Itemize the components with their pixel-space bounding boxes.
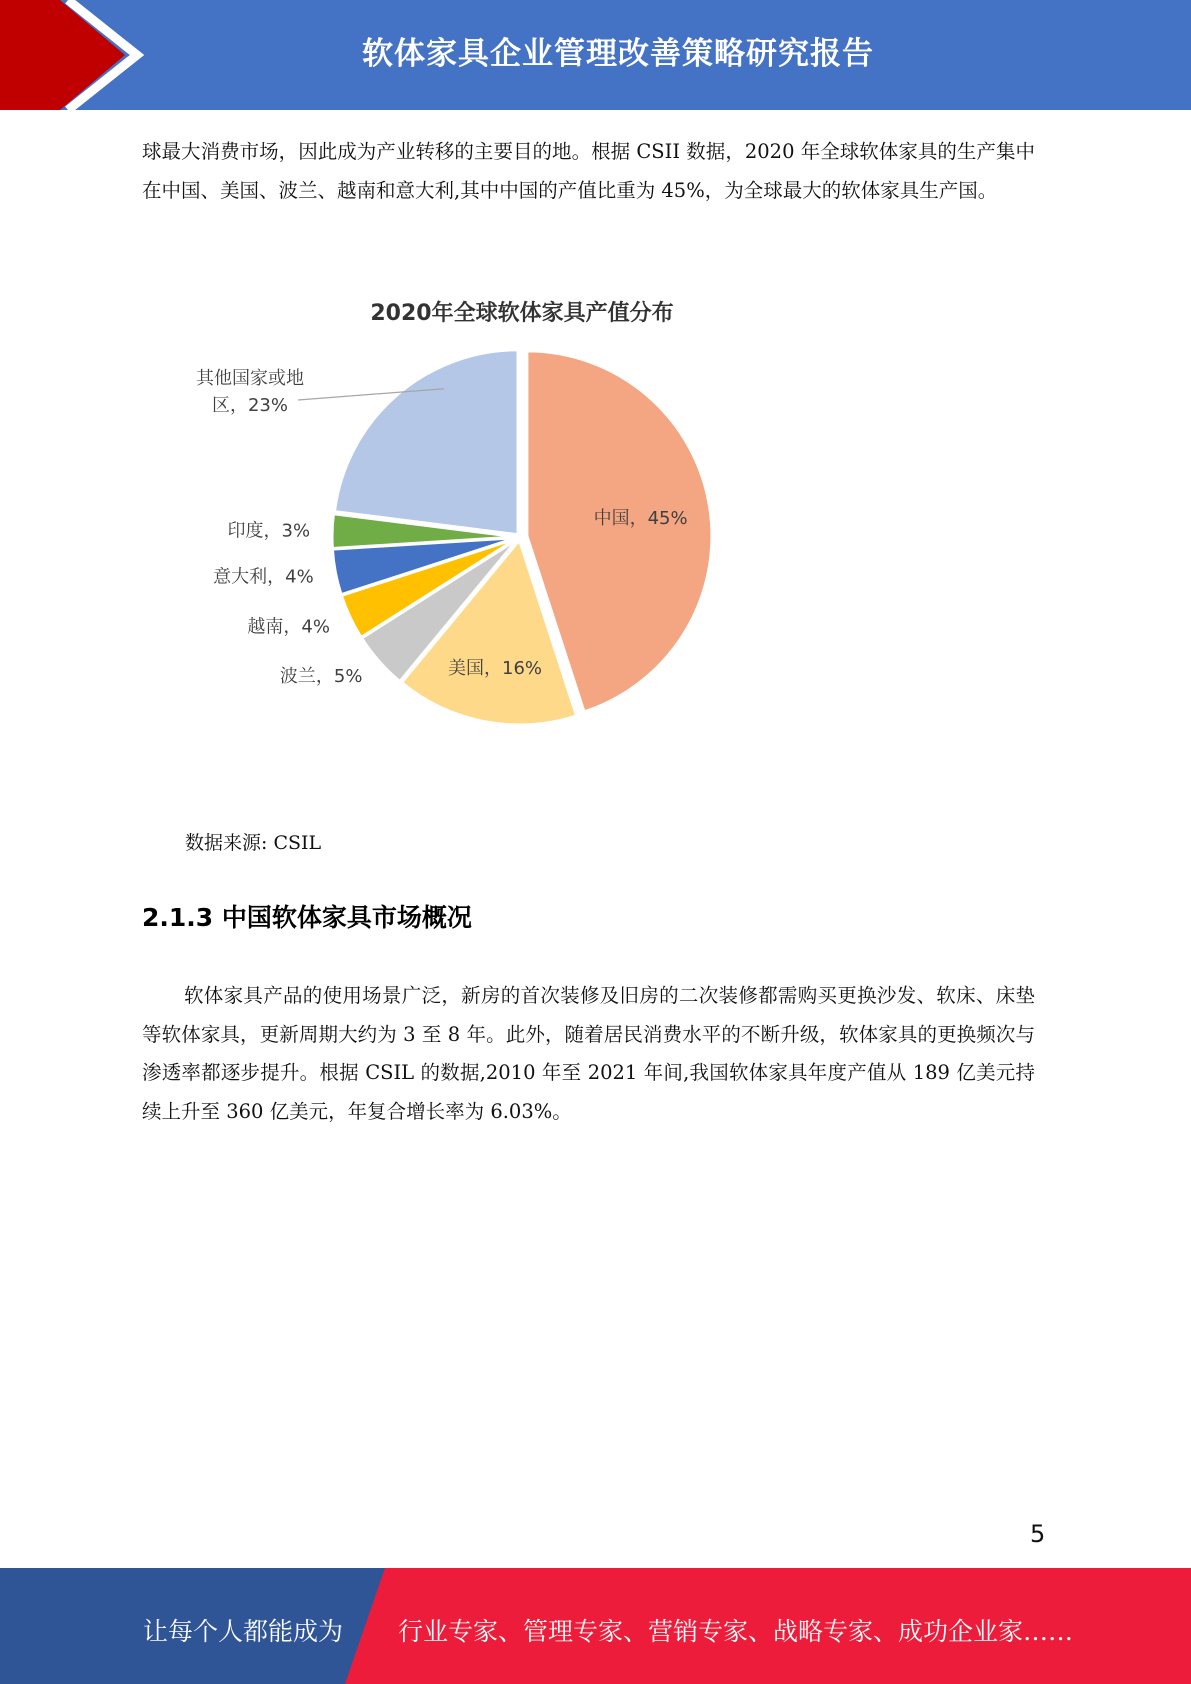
data-source: 数据来源: CSIL bbox=[185, 832, 322, 854]
pie-slice-6 bbox=[334, 350, 518, 535]
chart-title: 2020年全球软体家具产值分布 bbox=[370, 301, 674, 326]
footer-slogan-right: 行业专家、管理专家、营销专家、战略专家、成功企业家…… bbox=[398, 1617, 1074, 1646]
pie-chart-svg bbox=[170, 280, 790, 800]
report-title: 软体家具企业管理改善策略研究报告 bbox=[362, 36, 874, 72]
pie-label-1: 美国，16% bbox=[448, 657, 543, 679]
pie-label-4: 意大利，4% bbox=[213, 566, 314, 588]
page-footer bbox=[0, 1568, 1191, 1684]
footer-slogan-left: 让每个人都能成为 bbox=[143, 1617, 344, 1646]
page-number: 5 bbox=[1030, 1520, 1046, 1548]
pie-chart bbox=[170, 280, 790, 800]
pie-label-5: 印度，3% bbox=[227, 520, 311, 542]
pie-label-6-line-1: 区，23% bbox=[211, 395, 289, 416]
pie-label-3: 越南，4% bbox=[247, 616, 330, 638]
body-paragraph-1: 球最大消费市场，因此成为产业转移的主要目的地。根据 CSII 数据，2020 年全球软体家具的生产集中在中国、美国、波兰、越南和意大利,其中中国的产值比重为 45%，为全球最大的软体家具生产国。 bbox=[142, 140, 1035, 202]
pie-label-2: 波兰，5% bbox=[279, 665, 363, 687]
body-paragraph-2: 软体家具产品的使用场景广泛，新房的首次装修及旧房的二次装修都需购买更换沙发、软床、床垫等软体家具，更新周期大约为 3 至 8 年。此外，随着居民消费水平的不断升级，软体家具的更换频次与渗透率都逐步提升。根据 CSIL 的数据,2010 年至 2021 年间,我国软体家具年度产值从 189 亿美元持续上升至 360 亿美元，年复合增长率为 6.03%。 bbox=[142, 984, 1035, 1123]
pie-label-0: 中国，45% bbox=[593, 507, 688, 529]
section-heading: 2.1.3 中国软体家具市场概况 bbox=[142, 903, 472, 932]
pie-label-6-line-0: 其他国家或地 bbox=[196, 368, 304, 389]
page-header bbox=[0, 0, 1191, 110]
